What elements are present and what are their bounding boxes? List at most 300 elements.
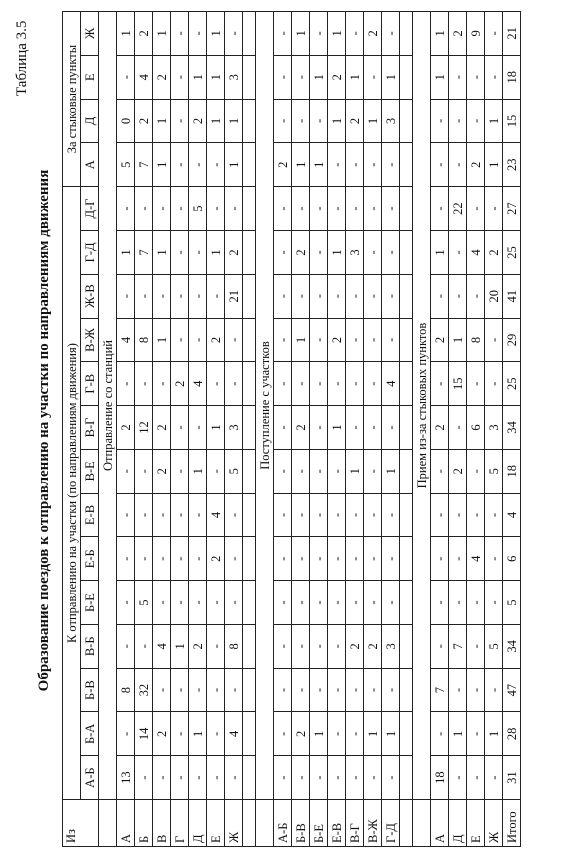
section-title-blank [413,800,431,847]
value-cell: - [274,581,292,625]
value-cell: 32 [135,668,153,712]
value-cell: - [207,274,225,318]
value-cell: - [225,187,243,231]
value-cell: - [292,362,310,406]
value-cell: - [431,537,449,581]
value-cell: - [364,537,382,581]
table-row [207,12,225,847]
value-cell: - [274,362,292,406]
value-cell: 22 [449,187,467,231]
value-cell: 1 [382,449,400,493]
spacer-cell [243,668,256,712]
value-cell: - [485,537,503,581]
value-cell: - [346,274,364,318]
value-cell: - [171,406,189,450]
value-cell: 18 [431,756,449,800]
value-cell: 8 [225,624,243,668]
value-cell: 1 [207,99,225,143]
spacer-cell [243,712,256,756]
value-cell: - [207,668,225,712]
header-departure-group: К отправлению на участки (по направлениям движения) [63,187,81,800]
spacer-cell [243,362,256,406]
header-direction: Б-В [81,668,99,712]
spacer-cell [243,581,256,625]
value-cell: - [467,624,485,668]
value-cell: - [346,537,364,581]
table-row [117,12,135,847]
value-cell: - [467,55,485,99]
value-cell: 4 [467,537,485,581]
value-cell: 34 [503,406,521,450]
value-cell: - [292,493,310,537]
value-cell: - [467,756,485,800]
value-cell: - [431,274,449,318]
header-junction: Д [81,99,99,143]
value-cell: - [431,143,449,187]
value-cell: - [117,624,135,668]
value-cell: - [171,756,189,800]
section-title-row [256,12,274,847]
value-cell: - [310,362,328,406]
value-cell: 25 [503,362,521,406]
value-cell: 4 [207,493,225,537]
value-cell: - [135,362,153,406]
value-cell: 2 [189,99,207,143]
value-cell: 2 [207,537,225,581]
spacer-cell [400,624,413,668]
value-cell: 18 [503,55,521,99]
spacer-cell [400,99,413,143]
value-cell: - [364,756,382,800]
value-cell: 47 [503,668,521,712]
header-junction-group: За стыковые пункты [63,12,81,187]
value-cell: - [225,756,243,800]
spacer-cell [400,12,413,56]
value-cell: 2 [292,231,310,275]
value-cell: - [310,668,328,712]
value-cell: - [274,55,292,99]
spacer-cell [243,449,256,493]
table-row [467,12,485,847]
value-cell: - [382,581,400,625]
value-cell: 8 [467,318,485,362]
value-cell: 2 [328,318,346,362]
table-row [189,12,207,847]
value-cell: 13 [117,756,135,800]
value-cell: 2 [207,318,225,362]
table-row [135,12,153,847]
value-cell: 15 [449,362,467,406]
value-cell: - [328,362,346,406]
table-row [328,12,346,847]
value-cell: - [485,493,503,537]
value-cell: - [382,537,400,581]
spacer-cell [243,274,256,318]
value-cell: - [274,537,292,581]
value-cell: - [207,187,225,231]
value-cell: - [135,493,153,537]
value-cell: - [328,756,346,800]
value-cell: 5 [485,624,503,668]
table-row [171,12,189,847]
value-cell: - [310,756,328,800]
value-cell: - [225,493,243,537]
spacer-cell [400,143,413,187]
value-cell: 3 [485,406,503,450]
value-cell: - [207,624,225,668]
value-cell: - [310,449,328,493]
value-cell: - [364,55,382,99]
value-cell: 1 [207,55,225,99]
value-cell: - [117,187,135,231]
value-cell: - [171,712,189,756]
header-direction: А-Б [81,756,99,800]
header-direction: В-Б [81,624,99,668]
value-cell: - [189,274,207,318]
value-cell: - [467,449,485,493]
value-cell: 1 [449,318,467,362]
value-cell: - [171,187,189,231]
header-direction: Б-Е [81,581,99,625]
section-title: Отправление со станций [99,12,117,800]
value-cell: - [189,581,207,625]
spacer-cell [400,406,413,450]
spacer-cell [243,12,256,56]
value-cell: - [171,55,189,99]
value-cell: 25 [503,231,521,275]
section-title-row [413,12,431,847]
value-cell: - [310,493,328,537]
value-cell: - [364,231,382,275]
table-row [153,12,171,847]
value-cell: - [485,581,503,625]
header-row-groups [63,12,81,847]
value-cell: - [189,143,207,187]
value-cell: - [189,406,207,450]
value-cell: - [449,274,467,318]
row-label: В [153,800,171,847]
value-cell: - [485,756,503,800]
value-cell: - [449,231,467,275]
value-cell: 1 [225,99,243,143]
value-cell: - [449,406,467,450]
value-cell: - [189,231,207,275]
header-direction: Ж-В [81,274,99,318]
value-cell: - [171,493,189,537]
value-cell: - [274,449,292,493]
header-direction: В-Ж [81,318,99,362]
value-cell: - [189,12,207,56]
value-cell: 1 [328,406,346,450]
value-cell: 1 [346,55,364,99]
header-junction: А [81,143,99,187]
spacer-cell [400,756,413,800]
value-cell: - [364,362,382,406]
value-cell: - [310,318,328,362]
value-cell: - [292,537,310,581]
value-cell: - [382,668,400,712]
value-cell: - [225,581,243,625]
spacer-cell [400,493,413,537]
value-cell: 2 [135,12,153,56]
value-cell: 28 [503,712,521,756]
value-cell: 2 [292,712,310,756]
value-cell: - [292,581,310,625]
row-label: В-Ж [364,800,382,847]
value-cell: 5 [117,143,135,187]
value-cell: - [274,187,292,231]
value-cell: - [171,449,189,493]
value-cell: - [171,231,189,275]
spacer-cell [243,800,256,847]
value-cell: - [274,493,292,537]
value-cell: - [274,274,292,318]
value-cell: - [431,581,449,625]
value-cell: 4 [467,231,485,275]
value-cell: - [274,624,292,668]
value-cell: - [189,668,207,712]
value-cell: 4 [382,362,400,406]
value-cell: - [171,537,189,581]
value-cell: 2 [346,99,364,143]
value-cell: 1 [346,449,364,493]
value-cell: 21 [225,274,243,318]
spacer-cell [243,231,256,275]
value-cell: - [382,12,400,56]
value-cell: - [485,55,503,99]
value-cell: - [364,406,382,450]
value-cell: 21 [503,12,521,56]
value-cell: - [431,362,449,406]
spacer-cell [243,318,256,362]
value-cell: - [274,756,292,800]
value-cell: 2 [292,406,310,450]
value-cell: - [346,318,364,362]
value-cell: 3 [382,624,400,668]
value-cell: 41 [503,274,521,318]
value-cell: - [207,449,225,493]
section-title-blank [99,800,117,847]
header-direction: В-Г [81,406,99,450]
value-cell: 2 [189,624,207,668]
value-cell: - [117,362,135,406]
value-cell: - [117,449,135,493]
value-cell: 1 [431,55,449,99]
value-cell: - [225,318,243,362]
value-cell: 1 [292,143,310,187]
row-label: В-Г [346,800,364,847]
value-cell: 2 [135,99,153,143]
value-cell: 1 [364,99,382,143]
value-cell: - [310,537,328,581]
spacer-row [243,12,256,847]
value-cell: 5 [503,581,521,625]
spacer-cell [243,493,256,537]
value-cell: - [310,624,328,668]
spacer-row [400,12,413,847]
value-cell: - [364,493,382,537]
value-cell: - [153,756,171,800]
value-cell: 5 [189,187,207,231]
header-direction: Б-А [81,712,99,756]
value-cell: 7 [135,231,153,275]
value-cell: 1 [207,231,225,275]
spacer-cell [400,581,413,625]
value-cell: 14 [135,712,153,756]
value-cell: 2 [485,231,503,275]
value-cell: - [364,668,382,712]
value-cell: - [135,449,153,493]
value-cell: 2 [117,406,135,450]
value-cell: 2 [449,12,467,56]
value-cell: 2 [449,449,467,493]
value-cell: - [431,493,449,537]
value-cell: 2 [153,55,171,99]
value-cell: 1 [382,712,400,756]
value-cell: - [171,668,189,712]
value-cell: - [431,712,449,756]
value-cell: - [328,537,346,581]
value-cell: - [292,756,310,800]
value-cell: - [135,624,153,668]
header-direction: Е-В [81,493,99,537]
value-cell: - [346,493,364,537]
value-cell: - [485,187,503,231]
value-cell: 2 [225,231,243,275]
value-cell: - [135,187,153,231]
value-cell: - [328,712,346,756]
value-cell: - [328,668,346,712]
value-cell: 1 [364,712,382,756]
value-cell: 1 [189,55,207,99]
value-cell: - [135,274,153,318]
value-cell: 5 [135,581,153,625]
value-cell: 20 [485,274,503,318]
value-cell: 1 [153,143,171,187]
value-cell: - [467,668,485,712]
value-cell: 4 [225,712,243,756]
value-cell: 5 [225,449,243,493]
value-cell: - [382,318,400,362]
table-title: Образование поездов к отправлению на участки по направлениям движения [36,169,52,692]
value-cell: 1 [382,55,400,99]
value-cell: 2 [364,12,382,56]
value-cell: 4 [117,318,135,362]
value-cell: - [207,362,225,406]
value-cell: 1 [310,143,328,187]
value-cell: - [153,668,171,712]
spacer-cell [400,668,413,712]
value-cell: - [467,187,485,231]
row-label: Е [207,800,225,847]
value-cell: 1 [153,318,171,362]
value-cell: 8 [117,668,135,712]
header-direction: Г-Д [81,231,99,275]
value-cell: - [467,99,485,143]
value-cell: - [346,756,364,800]
value-cell: 2 [364,624,382,668]
value-cell: 2 [431,406,449,450]
value-cell: 7 [135,143,153,187]
table-row [225,12,243,847]
value-cell: - [292,668,310,712]
value-cell: - [485,12,503,56]
spacer-cell [400,712,413,756]
value-cell: - [225,362,243,406]
value-cell: - [382,756,400,800]
value-cell: 4 [189,362,207,406]
value-cell: 1 [207,12,225,56]
value-cell: 1 [117,231,135,275]
value-cell: - [153,493,171,537]
value-cell: - [153,362,171,406]
value-cell: 1 [292,12,310,56]
value-cell: - [449,581,467,625]
value-cell: - [485,362,503,406]
value-cell: 4 [503,493,521,537]
spacer-cell [243,143,256,187]
value-cell: - [225,668,243,712]
spacer-cell [400,800,413,847]
spacer-cell [400,55,413,99]
value-cell: - [328,493,346,537]
value-cell: - [328,143,346,187]
value-cell: - [171,318,189,362]
spacer-cell [400,187,413,231]
value-cell: 1 [189,449,207,493]
value-cell: - [485,318,503,362]
value-cell: - [171,99,189,143]
value-cell: 3 [225,55,243,99]
value-cell: 1 [153,99,171,143]
value-cell: 6 [503,537,521,581]
value-cell: - [346,668,364,712]
value-cell: - [346,581,364,625]
header-junction: Е [81,55,99,99]
value-cell: - [117,274,135,318]
value-cell: - [449,55,467,99]
value-cell: - [346,362,364,406]
row-label: А [117,800,135,847]
value-cell: - [449,537,467,581]
table-row [449,12,467,847]
value-cell: 15 [503,99,521,143]
value-cell: - [225,12,243,56]
value-cell: - [364,143,382,187]
value-cell: 29 [503,318,521,362]
spacer-cell [400,318,413,362]
value-cell: - [467,362,485,406]
spacer-cell [243,99,256,143]
row-label: Ж [225,800,243,847]
value-cell: - [274,712,292,756]
section-title-blank [256,800,274,847]
table-row [364,12,382,847]
spacer-cell [243,406,256,450]
value-cell: 1 [431,12,449,56]
spacer-cell [400,231,413,275]
value-cell: - [274,406,292,450]
row-label: А [431,800,449,847]
value-cell: - [274,99,292,143]
value-cell: - [292,55,310,99]
value-cell: 2 [346,624,364,668]
value-cell: - [382,143,400,187]
value-cell: 2 [153,712,171,756]
value-cell: 2 [274,143,292,187]
value-cell: - [310,274,328,318]
totals-row [503,12,521,847]
